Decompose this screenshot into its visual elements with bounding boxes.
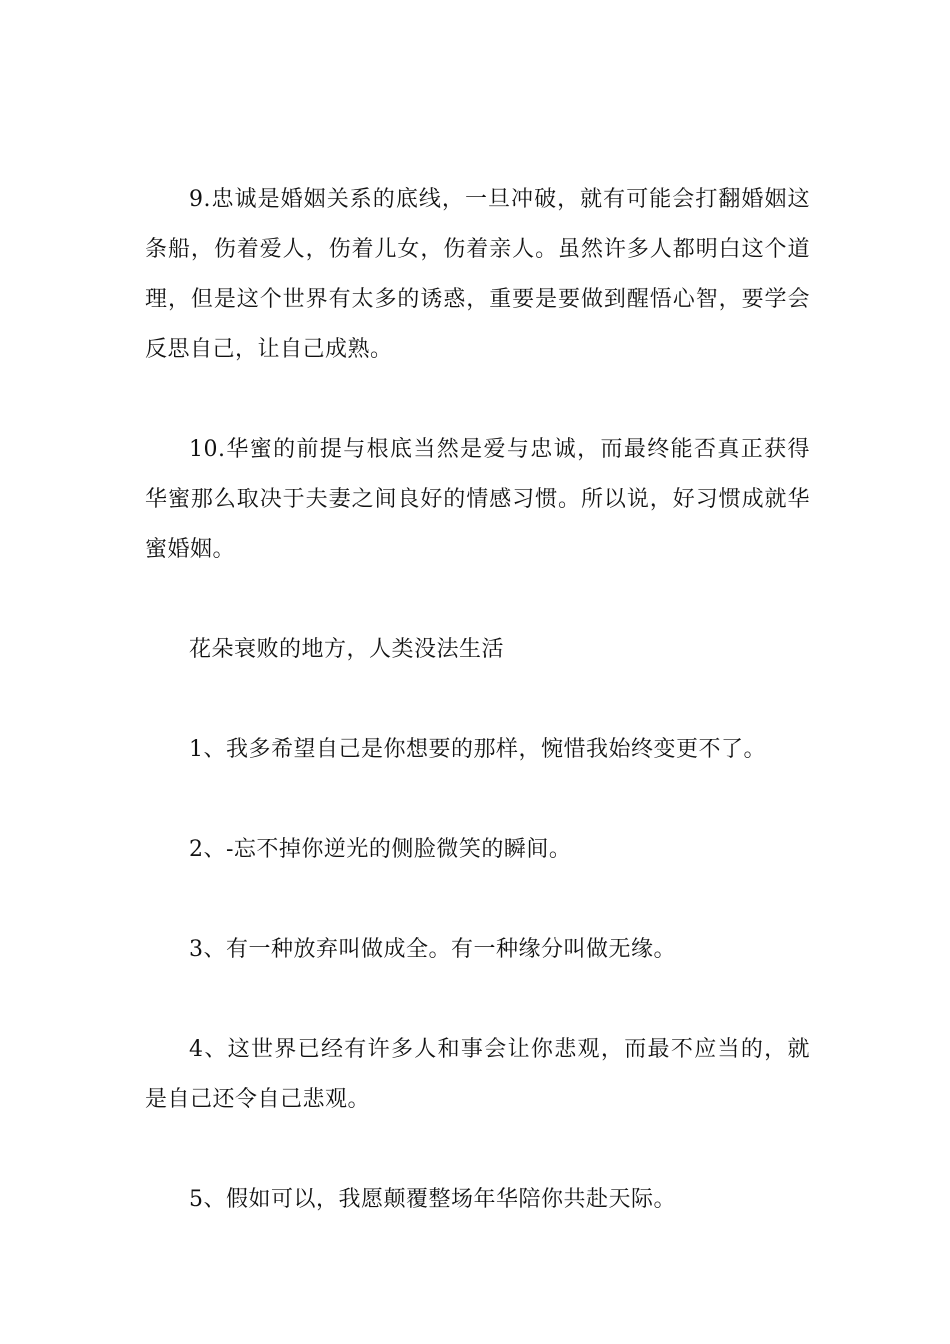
section-heading: 花朵衰败的地方，人类没法生活 — [189, 637, 505, 662]
list-item-1: 1、我多希望自己是你想要的那样，惋惜我始终变更不了。 — [189, 737, 766, 762]
list-item-2: 2、-忘不掉你逆光的侧脸微笑的瞬间。 — [189, 837, 572, 862]
list-item-5: 5、假如可以，我愿颠覆整场年华陪你共赴天际。 — [189, 1187, 676, 1212]
document-body — [145, 175, 810, 1225]
list-item-4: 4、这世界已经有许多人和事会让你悲观，而最不应当的，就是自己还令自己悲观。 — [145, 1037, 810, 1112]
paragraph-happiness: 10.华蜜的前提与根底当然是爱与忠诚，而最终能否真正获得华蜜那么取决于夫妻之间良好的情感习惯。所以说，好习惯成就华蜜婚姻。 — [145, 437, 810, 562]
list-item-3: 3、有一种放弃叫做成全。有一种缘分叫做无缘。 — [189, 937, 676, 962]
paragraph-loyalty: 9.忠诚是婚姻关系的底线，一旦冲破，就有可能会打翻婚姻这条船，伤着爱人，伤着儿女，伤着亲人。虽然许多人都明白这个道理，但是这个世界有太多的诱惑，重要是要做到醒悟心智，要学会反思自己，让自己成熟。 — [145, 187, 810, 362]
